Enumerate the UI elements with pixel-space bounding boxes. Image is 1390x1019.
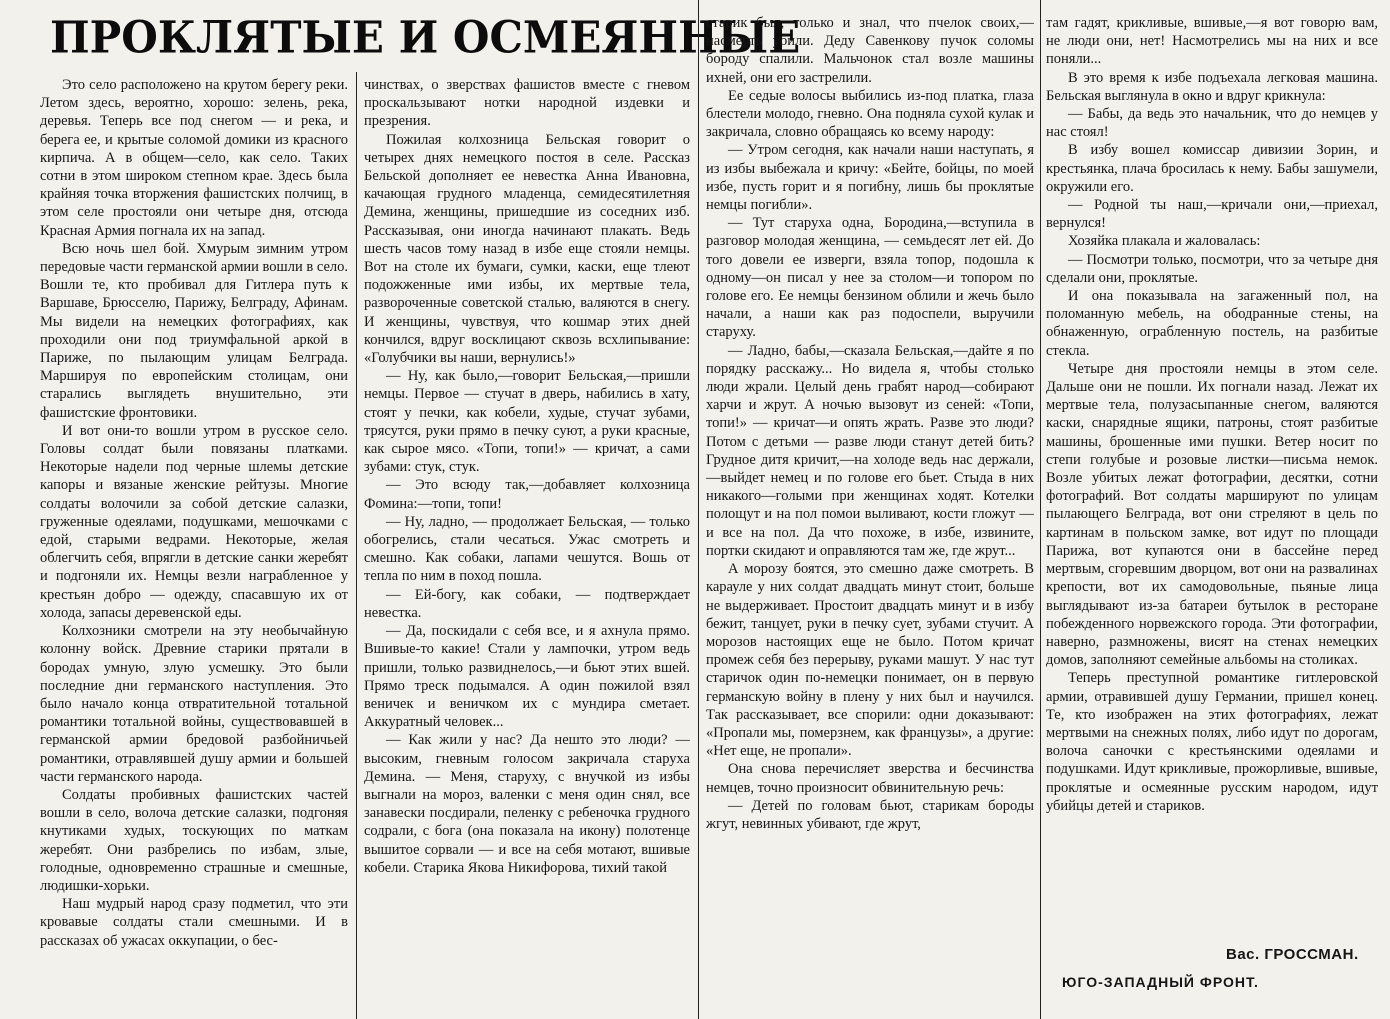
article-paragraph: — Бабы, да ведь это начальник, что до немцев у нас стоял! — [1046, 106, 1378, 141]
column-rule — [1040, 0, 1041, 1019]
article-paragraph: А морозу боятся, это смешно даже смотреть. В карауле у них солдат двадцать минут стоит, больше не выдерживает. Простоит двадцать минут и в избу бежит, танцует, руки в печку сует, зубами стучит. А морозов настоящих еще не было. Потом кричат промеж себя без перерыву, руками машут. У нас тут старичок один по-немецки понимает, он в первую германскую войну в плену у них был и научился. Так рассказывает, все спорили: одни доказывают: «Пропали мы, померзнем, как французы», а другие: «Нет еще, не пропали». — [706, 561, 1034, 760]
dateline-front: ЮГО-ЗАПАДНЫЙ ФРОНТ. — [1062, 974, 1259, 990]
article-column-4 — [1046, 14, 1378, 919]
article-paragraph: И она показывала на загаженный пол, на поломанную мебель, на ободранные стены, на обнаженную, ограбленную постель, на разбитые стекла. — [1046, 288, 1378, 359]
article-paragraph: В это время к избе подъехала легковая машина. Бельская выглянула в окно и вдруг крикнула: — [1046, 69, 1378, 104]
article-paragraph: — Детей по головам бьют, старикам бороды жгут, невинных убивают, где жрут, — [706, 797, 1034, 832]
article-paragraph: Ее седые волосы выбились из-под платка, глаза блестели молодо, гневно. Она подняла сухой кулак и закричала, словно обращаясь ко всему народу: — [706, 87, 1034, 141]
column-rule — [698, 0, 699, 1019]
article-paragraph: Теперь преступной романтике гитлеровской армии, отравившей душу Германии, пришел конец. Те, кто изображен на этих фотографиях, лежат мертвыми на снежных полях, либо идут по дорогам, волоча саночки с крестьянскими одеялами и подушками. Идут крикливые, прожорливые, вшивые, проклятые и осмеянные русским народом, идут убийцы детей и стариков. — [1046, 670, 1378, 814]
article-paragraph: — Утром сегодня, как начали наши наступать, я из избы выбежала и кричу: «Бейте, бойцы, по моей избе, пусть горит и я погибну, лишь бы проклятые немцы погибли». — [706, 142, 1034, 214]
article-paragraph: — Это всюду так,—добавляет колхозница Фомина:—топи, топи! — [364, 477, 690, 512]
article-paragraph: Это село расположено на крутом берегу реки. Летом здесь, вероятно, хорошо: зелень, река, деревья. Теперь все под снегом — и река, и берега ее, и крытые соломой домики из красного кирпича. А в общем—село, как село. Таких сотни в этом широком степном крае. Здесь была крайняя точка вторжения фашистских полчищ, в этом селе простояли они четыре дня, отсюда Красная Армия погнала их на запад. — [40, 77, 348, 239]
column-rule — [356, 72, 357, 1019]
article-paragraph: В избу вошел комиссар дивизии Зорин, и крестьянка, плача бросилась к нему. Бабы зашумели, окружили его. — [1046, 142, 1378, 195]
article-paragraph: — Ну, как было,—говорит Бельская,—пришли немцы. Первое — стучат в дверь, набились в хату, стоят у печки, как кобели, худые, стучат зубами, трясутся, руки прямо в печку суют, а руки красные, как сырое мясо. «Топи, топи!» — кричат, а сами зубами: стук, стук. — [364, 368, 690, 476]
article-paragraph: — Да, поскидали с себя все, и я ахнула прямо. Вшивые-то какие! Стали у лампочки, утром ведь пришли, только развиднелось,—и бьют этих вшей. Прямо треск подымался. А один пожилой взял веничек и веничком их с мундира сметает. Аккуратный человек... — [364, 623, 690, 731]
article-column-2 — [364, 76, 690, 1019]
article-paragraph: Пожилая колхозница Бельская говорит о четырех днях немецкого постоя в селе. Рассказ Бельской дополняет ее невестка Анна Ивановна, качающая грудного младенца, семидесятилетняя Демина, женщины, пришедшие из соседних изб. Рассказывая, они иногда начинают плакать. Ведь шесть часов тому назад в избе еще стояли немцы. Вот на столе их бумаги, сумки, каски, еще тлеют подожженные ими избы, их мертвые тела, развороченные советской сталью, валяются в снегу. И женщины, чувствуя, что кошмар этих дней кончился, вдруг восклицают сквозь всхлипывание: «Голубчики вы наши, вернулись!» — [364, 131, 690, 367]
article-paragraph: — Посмотри только, посмотри, что за четыре дня сделали они, проклятые. — [1046, 251, 1378, 286]
article-paragraph: Наш мудрый народ сразу подметил, что эти кровавые солдаты стали смешными. И в рассказах об ужасах оккупации, о бес- — [40, 896, 348, 949]
author-signature: Вас. ГРОССМАН. — [1226, 946, 1359, 963]
article-paragraph: — Как жили у нас? Да нешто это люди? — высоким, гневным голосом закричала старуха Демина. — Меня, старуху, с внучкой из избы выгнали на мороз, валенки с меня один снял, все занавески посдирали, пеленку с ребеночка грудного содрали, с бога (она показала на икону) полотенце вышитое сорвали — и все на себя мотают, вшивые кобели. Старика Якова Никифорова, тихий такой — [364, 732, 690, 876]
article-paragraph: — Тут старуха одна, Бородина,—вступила в разговор молодая женщина, — семьдесят лет ей. До того довели ее изверги, взяла топор, подошла к одному—он писал у нее за столом—и топором по голове его. Ее немцы бензином облили и жечь было начали, а наши как раз подоспели, выручили старуху. — [706, 215, 1034, 341]
article-column-1 — [40, 76, 348, 1019]
article-column-3 — [706, 14, 1034, 1019]
article-paragraph: Она снова перечисляет зверства и бесчинства немцев, точно произносит обвинительную речь: — [706, 761, 1034, 796]
article-paragraph: Колхозники смотрели на эту необычайную колонну войск. Древние старики прятали в бородах умную, злую усмешку. Это были последние дни германского наступления. Это было начало конца отвратительной тотальной романтики тотальной войны, существовавшей в германской армии бредовой разбойничьей романтики, отравлявшей душу армии и большей части германского народа. — [40, 623, 348, 785]
article-paragraph: Хозяйка плакала и жаловалась: — [1068, 233, 1261, 250]
article-paragraph: старик был, только и знал, что пчелок своих,—насмерть убили. Деду Савенкову пучок соломы бороду спалили. Мальчонок стал возле машины ихней, они его застрелили. — [706, 15, 1034, 86]
article-paragraph: чинствах, о зверствах фашистов вместе с гневом проскальзывают нотки народной издевки и презрения. — [364, 77, 690, 130]
article-paragraph: И вот они-то вошли утром в русское село. Головы солдат были повязаны платками. Некоторые надели под черные шлемы детские капоры и вязаные женские рейтузы. Многие солдаты волочили за собой детские салазки, груженные одеялами, подушками, мешочками с едой, старыми ведрами. Некоторые, желая облегчить себя, впрягли в детские санки жеребят и подгоняли их. Немцы везли награбленное у крестьян добро — одежду, спасавшую их от холода, запасы деревенской еды. — [40, 422, 348, 621]
article-paragraph: — Ладно, бабы,—сказала Бельская,—дайте я по порядку расскажу... Но видела я, чтобы столько люди жрали. Целый день грабят народ—собирают харчи и жрут. А ночью вызовут из сеней: «Топи, топи!» — кричат—и опять жрать. Разве это люди? Потом с детьми — разве люди станут детей бить? Грудное дитя кричит,—на холоде ведь нас держали,—выйдет немец и по голове его бьет. Стыда в них никакого—голыми при женщинах ходят. Котелки полощут и на пол помои выливают, кости гложут — и все на пол. Да что похоже, в избе, извините, портки скидают и оправляются там же, где жрут... — [706, 342, 1034, 559]
article-paragraph: Четыре дня простояли немцы в этом селе. Дальше они не пошли. Их погнали назад. Лежат их мертвые тела, полузасыпанные снегом, валяются каски, снарядные ящики, патроны, стоят разбитые машины, брошенные ими пушки. Ветер носит по степи голубые и розовые листки—письма немок. Возле убитых лежат фотографии, десятки, сотни фотографий. Вот солдаты маршируют по улицам пылающего Белграда, вот они стреляют в цель по картинам в польском замке, вот идут по площади Парижа, вот купаются они в бассейне перед мертвым, сгоревшим дворцом, вот они на развалинах крепости, вот их самодовольные, пьяные лица выглядывают из-за батареи бутылок в ресторане побежденного норвежского города. Эти фотографии, наверно, размножены, висят на стенах немецких домов, заполняют семейные альбомы на столиках. — [1046, 360, 1378, 669]
article-paragraph: — Ну, ладно, — продолжает Бельская, — только обогрелись, стали чесаться. Ужас смотреть и смешно. Как собаки, лапами чешутся. Вошь от тепла по ним в поход пошла. — [364, 513, 690, 585]
article-paragraph: — Родной ты наш,—кричали они,—приехал, вернулся! — [1046, 197, 1378, 232]
article-paragraph: Всю ночь шел бой. Хмурым зимним утром передовые части германской армии вошли в село. Вошли те, кто пробивал для Гитлера путь к Варшаве, Брюсселю, Парижу, Белграду, Афинам. Мы видели на немецких фотографиях, как проходили они под триумфальной аркой в Париже, по пылающим улицам Белграда. Маршируя по европейским столицам, они старались выглядеть внушительно, эти фашистские фронтовики. — [40, 240, 348, 421]
article-paragraph: там гадят, крикливые, вшивые,—я вот говорю вам, не люди они, нет! Насмотрелись мы на них и все поняли... — [1046, 15, 1378, 68]
article-headline: ПРОКЛЯТЫЕ И ОСМЕЯННЫЕ — [50, 11, 801, 64]
article-paragraph: — Ей-богу, как собаки, — подтверждает невестка. — [364, 586, 690, 621]
article-paragraph: Солдаты пробивных фашистских частей вошли в село, волоча детские салазки, подгоняя кнутиками худых, тоскующих по маткам жеребят. Они разбрелись по избам, злые, голодные, одновременно страшные и смешные, людишки-хорьки. — [40, 786, 348, 894]
